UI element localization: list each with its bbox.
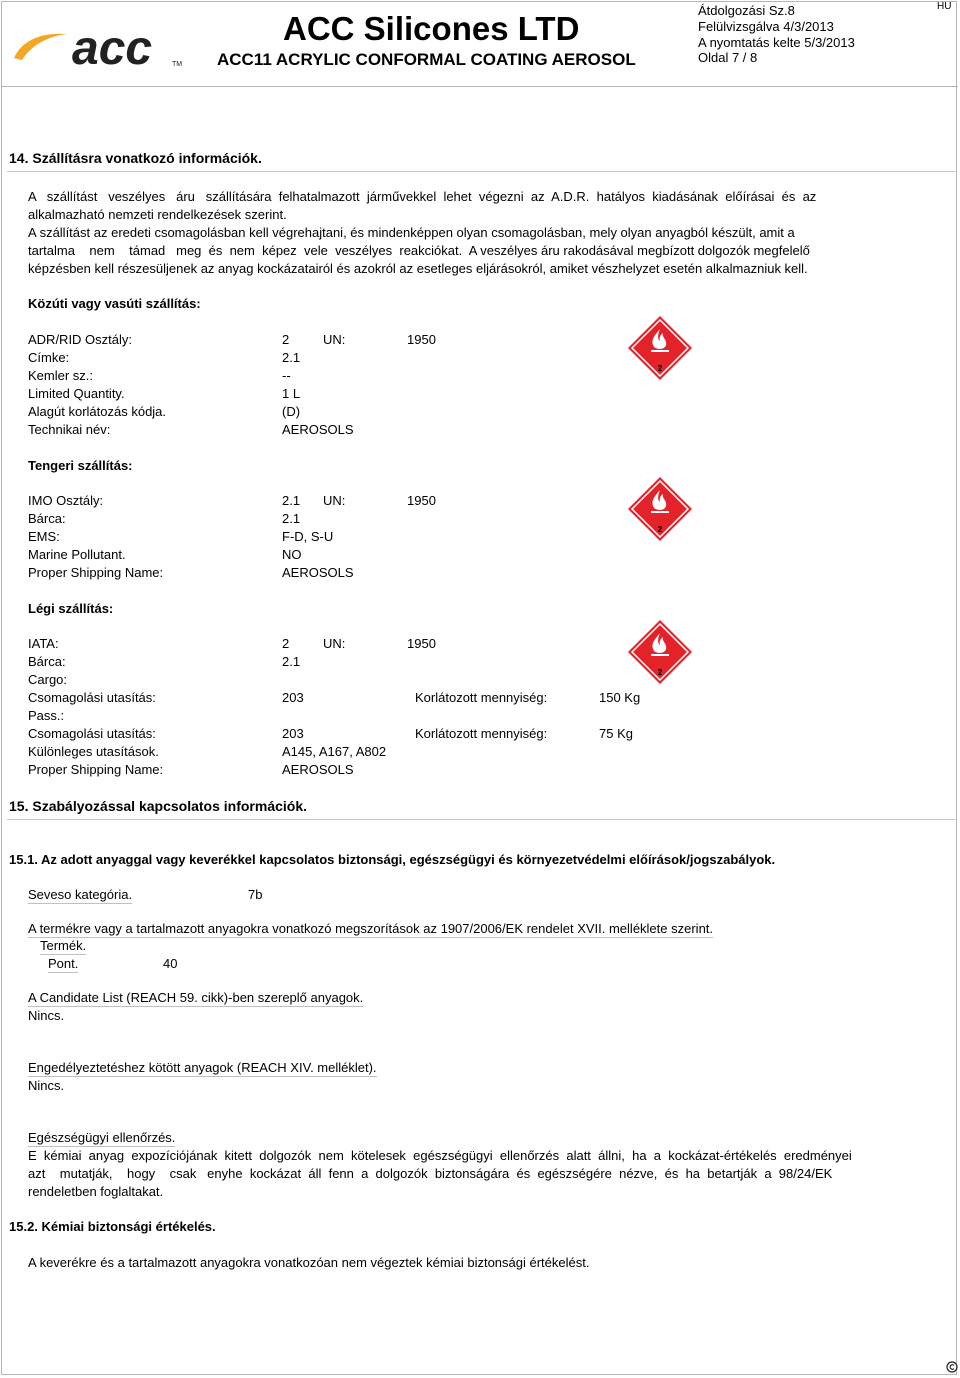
air-label-shipping-name: Proper Shipping Name:: [28, 762, 164, 777]
sea-value-class: 2.1: [282, 493, 301, 508]
point-label: [48, 956, 78, 971]
sea-label-pollutant: Marine Pollutant.: [28, 547, 126, 562]
svg-text:TM: TM: [172, 61, 183, 68]
health-check-title: [28, 1130, 175, 1145]
svg-text:2: 2: [657, 668, 663, 677]
sea-label-class: IMO Osztály:: [28, 493, 104, 508]
product-label-text: Termék.: [40, 938, 87, 953]
road-value-label: 2.1: [282, 350, 301, 365]
candidate-list-text: [28, 990, 363, 1005]
seveso-value: 7b: [248, 887, 263, 902]
review-date: Felülvizsgálva 4/3/2013: [698, 19, 834, 34]
point-value: 40: [163, 956, 178, 971]
product-label: [40, 938, 86, 953]
air-qty-value-pass: 75 Kg: [599, 726, 633, 741]
page-number: Oldal 7 / 8: [698, 50, 758, 65]
air-label-packing-cargo: Csomagolási utasítás:: [28, 690, 156, 705]
svg-text:2: 2: [657, 525, 663, 534]
air-qty-label-cargo: Korlátozott mennyiség:: [415, 690, 548, 705]
road-label-limited: Limited Quantity.: [28, 386, 125, 401]
svg-text:2: 2: [657, 364, 663, 373]
sea-value-shipping-name: AEROSOLS: [282, 565, 354, 580]
sea-value-ems: F-D, S-U: [282, 529, 334, 544]
air-transport-title: Légi szállítás:: [28, 601, 114, 616]
air-value-shipping-name: AEROSOLS: [282, 762, 354, 777]
air-value-packing-pass: 203: [282, 726, 304, 741]
transport-paragraph-2-end: képzésben kell részesüljenek az anyag kockázatairól és azokról az esetleges eljárásokról, amiket vészhelyzet esetén alkalmazniuk kell.: [28, 261, 808, 276]
air-value-iata: 2: [282, 636, 290, 651]
section-14-divider: [7, 171, 955, 172]
flammable-gas-placard-sea: [627, 476, 693, 542]
road-value-kemler: --: [282, 368, 291, 383]
point-label-text: Pont.: [48, 956, 79, 971]
section-14-title: 14. Szállításra vonatkozó információk.: [9, 150, 262, 166]
reach-annex-17-text: [28, 921, 713, 936]
road-label-label: Címke:: [28, 350, 70, 365]
road-value-limited: 1 L: [282, 386, 301, 401]
section-15-1-title: 15.1. Az adott anyaggal vagy keverékkel kapcsolatos biztonsági, egészségügyi és környezetvédelmi előírások/jogszabályok.: [9, 852, 776, 867]
sea-un-label: UN:: [323, 493, 346, 508]
air-label-placard: Bárca:: [28, 654, 66, 669]
sea-label-placard: Bárca:: [28, 511, 66, 526]
seveso-label: [28, 887, 132, 902]
sea-un-value: 1950: [407, 493, 436, 508]
section-15-title: 15. Szabályozással kapcsolatos információk.: [9, 798, 308, 814]
air-un-label: UN:: [323, 636, 346, 651]
transport-paragraph-2-cont: tartalma nem támad meg és nem képez vele veszélyes reakciókat. A veszélyes áru rakodásával megbízott dolgozók megfelelő: [28, 243, 810, 258]
sea-transport-title: Tengeri szállítás:: [28, 458, 133, 473]
health-check-line-2: azt mutatják, hogy csak enyhe kockázat áll fenn a dolgozók biztonságára és egészségére nézve, és ha betartják a 98/24/EK: [28, 1166, 833, 1181]
health-check-label: Egészségügyi ellenőrzés.: [28, 1130, 176, 1145]
air-value-special: A145, A167, A802: [282, 744, 387, 759]
acc-logo: [12, 20, 192, 73]
air-value-packing-cargo: 203: [282, 690, 304, 705]
revision-number: Átdolgozási Sz.8: [698, 3, 795, 18]
air-qty-value-cargo: 150 Kg: [599, 690, 641, 705]
sea-label-ems: EMS:: [28, 529, 60, 544]
svg-text:acc: acc: [72, 22, 153, 70]
road-value-class: 2: [282, 332, 290, 347]
road-label-tunnel: Alagút korlátozás kódja.: [28, 404, 167, 419]
transport-paragraph-1-cont: alkalmazható nemzeti rendelkezések szerint.: [28, 207, 287, 222]
company-name: ACC Silicones LTD: [283, 10, 580, 47]
air-label-cargo: Cargo:: [28, 672, 68, 687]
flammable-gas-placard-road: [627, 315, 693, 381]
language-code: HU: [937, 1, 952, 12]
air-un-value: 1950: [407, 636, 436, 651]
road-label-kemler: Kemler sz.:: [28, 368, 94, 383]
air-label-packing-pass: Csomagolási utasítás:: [28, 726, 156, 741]
sea-value-pollutant: NO: [282, 547, 302, 562]
road-un-label: UN:: [323, 332, 346, 347]
authorisation-value: Nincs.: [28, 1078, 65, 1093]
candidate-list-value: Nincs.: [28, 1008, 65, 1023]
sea-value-placard: 2.1: [282, 511, 301, 526]
transport-paragraph-1: A szállítást veszélyes áru szállítására felhatalmazott járművekkel lehet végezni az A.D.R. hatályos kiadásának előírásai és az: [28, 189, 817, 204]
sea-label-shipping-name: Proper Shipping Name:: [28, 565, 164, 580]
reach-annex-17-label: A termékre vagy a tartalmazott anyagokra vonatkozó megszorítások az 1907/2006/EK rendelet XVII. melléklete szerint.: [28, 921, 714, 936]
section-15-2-text: A keverékre és a tartalmazott anyagokra vonatkozóan nem végeztek kémiai biztonsági értékelést.: [28, 1255, 590, 1270]
air-label-iata: IATA:: [28, 636, 59, 651]
section-15-2-title: 15.2. Kémiai biztonsági értékelés.: [9, 1219, 216, 1234]
health-check-line-3: rendeletben foglaltakat.: [28, 1184, 164, 1199]
candidate-list-label: A Candidate List (REACH 59. cikk)-ben szereplő anyagok.: [28, 990, 364, 1005]
print-date: A nyomtatás kelte 5/3/2013: [698, 35, 855, 50]
authorisation-label: Engedélyeztetéshez kötött anyagok (REACH XIV. melléklet).: [28, 1060, 377, 1075]
air-label-pass: Pass.:: [28, 708, 65, 723]
transport-paragraph-2: A szállítást az eredeti csomagolásban kell végrehajtani, és mindenképpen olyan csomagolásban, mely olyan anyagból készült, amit a: [28, 225, 795, 240]
section-15-divider: [7, 819, 955, 820]
header-divider: [1, 86, 958, 87]
copyright-icon: [946, 1361, 958, 1373]
air-value-placard: 2.1: [282, 654, 301, 669]
air-qty-label-pass: Korlátozott mennyiség:: [415, 726, 548, 741]
road-value-technical: AEROSOLS: [282, 422, 354, 437]
product-name: ACC11 ACRYLIC CONFORMAL COATING AEROSOL: [217, 50, 636, 69]
air-label-special: Különleges utasítások.: [28, 744, 159, 759]
road-un-value: 1950: [407, 332, 436, 347]
authorisation-text: [28, 1060, 377, 1075]
health-check-line-1: E kémiai anyag expozíciójának kitett dolgozók nem kötelesek egészségügyi ellenőrzés alatt állni, ha a kockázat-értékelés eredményei: [28, 1148, 852, 1163]
road-label-class: ADR/RID Osztály:: [28, 332, 133, 347]
road-transport-title: Közúti vagy vasúti szállítás:: [28, 296, 201, 311]
seveso-label-text: Seveso kategória.: [28, 887, 133, 902]
road-label-technical: Technikai név:: [28, 422, 111, 437]
road-value-tunnel: (D): [282, 404, 301, 419]
flammable-gas-placard-air: [627, 619, 693, 685]
